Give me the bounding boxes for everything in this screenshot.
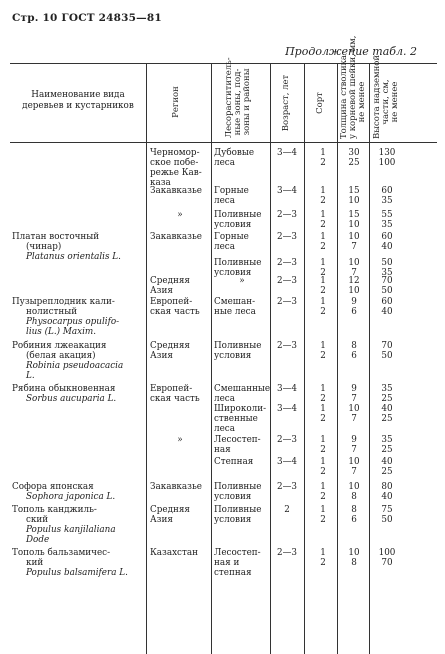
height (371, 186, 403, 206)
sort (309, 404, 337, 424)
thickness-line: 8 (351, 558, 357, 568)
sort (309, 548, 337, 568)
height (371, 148, 403, 168)
sort (309, 210, 337, 230)
species-name-line: Тополь канджиль- (12, 505, 97, 515)
zone-line: условия (214, 492, 252, 502)
thickness-line: 25 (348, 158, 360, 168)
thickness-line: 7 (351, 242, 357, 252)
age: 3—4 (277, 404, 297, 414)
zone-line: Поливные (214, 505, 262, 515)
region-line: » (177, 210, 183, 220)
height-line: 35 (381, 435, 393, 445)
species-name-line: Populus kanjilaliana (26, 525, 116, 535)
region (150, 186, 210, 196)
zone (214, 276, 270, 286)
region-line: Средняя (150, 276, 190, 286)
sort-line: 1 (320, 482, 326, 492)
height (371, 210, 403, 230)
height-line: 50 (381, 258, 393, 268)
column-divider (270, 63, 271, 654)
region-line: Закавказье (150, 186, 202, 196)
zone (214, 404, 270, 434)
sort-line: 2 (320, 220, 326, 230)
column-divider (146, 63, 147, 654)
sort (309, 297, 337, 317)
height (371, 341, 403, 361)
species-name-line: Платан восточный (12, 232, 100, 242)
height (371, 297, 403, 317)
zone-line: Поливные (214, 482, 262, 492)
height-line: 70 (381, 558, 393, 568)
height (371, 232, 403, 252)
region-line: каза (150, 178, 171, 188)
species-name-line: Physocarpus opulifo- (26, 317, 120, 327)
sort-line: 2 (320, 558, 326, 568)
sort-line: 1 (320, 341, 326, 351)
zone-line: Дубовые (214, 148, 255, 158)
sort-line: 1 (320, 148, 326, 158)
zone (214, 457, 270, 467)
zone-line: Горные (214, 232, 249, 242)
thickness (339, 435, 369, 455)
species-name (12, 232, 144, 262)
page-header (12, 12, 162, 24)
height (371, 505, 403, 525)
age: 2—3 (277, 276, 297, 286)
region (150, 232, 210, 242)
age: 2—3 (277, 548, 297, 558)
thickness-line: 7 (351, 467, 357, 477)
species-name-line: Тополь бальзамичес- (12, 548, 111, 558)
sort-line: 1 (320, 404, 326, 414)
thickness-line: 15 (348, 210, 360, 220)
region-line: Азия (150, 351, 173, 361)
age: 3—4 (277, 186, 297, 196)
sort (309, 186, 337, 206)
age: 2—3 (277, 297, 297, 307)
thickness (339, 276, 369, 296)
species-name-line: кий (26, 558, 44, 568)
sort-line: 1 (320, 457, 326, 467)
sort-line: 2 (320, 158, 326, 168)
sort-line: 1 (320, 505, 326, 515)
thickness (339, 482, 369, 502)
thickness-line: 10 (348, 548, 360, 558)
zone-line: Смешанные (214, 384, 271, 394)
height-line: 55 (381, 210, 393, 220)
species-name-line: Robinia pseudoacacia (26, 361, 124, 371)
height-line: 25 (381, 467, 393, 477)
zone-line: леса (214, 242, 235, 252)
zone (214, 548, 270, 578)
height (371, 482, 403, 502)
sort (309, 341, 337, 361)
thickness (339, 258, 369, 278)
sort-line: 2 (320, 242, 326, 252)
height-line: 40 (381, 307, 393, 317)
region-line: Закавказье (150, 482, 202, 492)
height-line: 50 (381, 351, 393, 361)
age: 2—3 (277, 435, 297, 445)
height (371, 457, 403, 477)
region-line: Средняя (150, 505, 190, 515)
sort-line: 1 (320, 297, 326, 307)
species-name-line: lius (L.) Maxim. (26, 327, 97, 337)
height-line: 25 (381, 394, 393, 404)
zone-line: ственные (214, 414, 258, 424)
sort-line: 1 (320, 210, 326, 220)
height-line: 60 (381, 232, 393, 242)
sort (309, 232, 337, 252)
region-line: » (177, 435, 183, 445)
column-divider (369, 63, 370, 654)
region-line: ская часть (150, 307, 200, 317)
thickness-line: 10 (348, 220, 360, 230)
age: 3—4 (277, 384, 297, 394)
thickness-line: 6 (351, 351, 357, 361)
thickness (339, 186, 369, 206)
zone-line: Лесостеп- (214, 435, 261, 445)
species-name (12, 341, 144, 381)
zone-line: леса (214, 394, 235, 404)
species-name-line: Dode (26, 535, 50, 545)
zone-line: » (239, 276, 245, 286)
sort-line: 2 (320, 414, 326, 424)
height-line: 25 (381, 414, 393, 424)
height (371, 276, 403, 296)
species-name-line: Пузыреплодник кали- (12, 297, 115, 307)
species-name-line: (белая акация) (26, 351, 96, 361)
height (371, 258, 403, 278)
zone (214, 186, 270, 206)
zone (214, 505, 270, 525)
region (150, 210, 210, 220)
thickness-line: 8 (351, 341, 357, 351)
sort-line: 1 (320, 258, 326, 268)
table-header-rule (10, 142, 437, 143)
sort-line: 2 (320, 467, 326, 477)
species-name-line: Рябина обыкновенная (12, 384, 116, 394)
zone-line: Лесостеп- (214, 548, 261, 558)
thickness (339, 548, 369, 568)
region-line: Средняя (150, 341, 190, 351)
thickness-line: 30 (348, 148, 360, 158)
species-name-line: (чинар) (26, 242, 62, 252)
species-name-line: Робиния лжеакация (12, 341, 107, 351)
height-line: 50 (381, 286, 393, 296)
zone-line: Смешан- (214, 297, 256, 307)
thickness-line: 10 (348, 482, 360, 492)
zone-line: условия (214, 515, 252, 525)
species-name-line: нолистный (26, 307, 78, 317)
species-name-line: Populus balsamifera L. (26, 568, 128, 578)
region-line: режье Кав- (150, 168, 202, 178)
column-header-height: Высота надземной части, см, не менее (372, 54, 400, 139)
zone-line: Горные (214, 186, 249, 196)
region (150, 297, 210, 317)
region (150, 482, 210, 492)
height-line: 25 (381, 445, 393, 455)
region-line: Закавказье (150, 232, 202, 242)
region (150, 505, 210, 525)
region (150, 548, 210, 558)
species-name-line: L. (26, 371, 35, 381)
sort-line: 2 (320, 307, 326, 317)
height-line: 70 (381, 276, 393, 286)
zone (214, 210, 270, 230)
thickness (339, 404, 369, 424)
height (371, 404, 403, 424)
species-name-line: Platanus orientalis L. (26, 252, 121, 262)
sort-line: 1 (320, 384, 326, 394)
species-name-line: Sorbus aucuparia L. (26, 394, 117, 404)
age: 2—3 (277, 210, 297, 220)
thickness (339, 384, 369, 404)
height-line: 40 (381, 492, 393, 502)
column-divider (211, 63, 212, 654)
zone-line: леса (214, 424, 235, 434)
thickness-line: 6 (351, 307, 357, 317)
sort-line: 2 (320, 492, 326, 502)
thickness (339, 210, 369, 230)
zone (214, 232, 270, 252)
zone-line: Широколи- (214, 404, 267, 414)
sort-line: 1 (320, 232, 326, 242)
thickness (339, 232, 369, 252)
thickness-line: 8 (351, 505, 357, 515)
height (371, 548, 403, 568)
height (371, 435, 403, 455)
zone (214, 297, 270, 317)
species-name (12, 384, 144, 404)
table-continuation-caption: Продолжение табл. 2 (285, 45, 417, 58)
sort (309, 505, 337, 525)
sort-line: 1 (320, 435, 326, 445)
age: 3—4 (277, 148, 297, 158)
zone-line: условия (214, 351, 252, 361)
region (150, 384, 210, 404)
height-line: 35 (381, 220, 393, 230)
zone (214, 148, 270, 168)
region-line: Азия (150, 286, 173, 296)
region (150, 341, 210, 361)
thickness-line: 9 (351, 384, 357, 394)
zone-line: Степная (214, 457, 254, 467)
height-line: 60 (381, 297, 393, 307)
sort-line: 2 (320, 196, 326, 206)
height (371, 384, 403, 404)
zone (214, 258, 270, 278)
height-line: 35 (381, 196, 393, 206)
thickness-line: 10 (348, 196, 360, 206)
sort-line: 2 (320, 268, 326, 278)
thickness-line: 7 (351, 394, 357, 404)
page-number: 10 (42, 12, 58, 24)
column-header-region: Регион (171, 86, 181, 118)
thickness-line: 7 (351, 414, 357, 424)
height-line: 50 (381, 515, 393, 525)
age: 2—3 (277, 341, 297, 351)
region (150, 435, 210, 445)
sort-line: 1 (320, 276, 326, 286)
thickness (339, 341, 369, 361)
height-line: 60 (381, 186, 393, 196)
zone-line: леса (214, 158, 235, 168)
thickness-line: 10 (348, 286, 360, 296)
zone-line: Поливные (214, 258, 262, 268)
zone-line: Поливные (214, 341, 262, 351)
zone (214, 435, 270, 455)
thickness-line: 7 (351, 268, 357, 278)
document-code: ГОСТ 24835—81 (61, 12, 162, 24)
thickness-line: 10 (348, 457, 360, 467)
height-line: 80 (381, 482, 393, 492)
region-line: ская часть (150, 394, 200, 404)
height-line: 40 (381, 404, 393, 414)
thickness (339, 457, 369, 477)
thickness (339, 505, 369, 525)
thickness-line: 6 (351, 515, 357, 525)
thickness-line: 9 (351, 435, 357, 445)
zone (214, 341, 270, 361)
thickness-line: 10 (348, 232, 360, 242)
height-line: 70 (381, 341, 393, 351)
thickness-line: 9 (351, 297, 357, 307)
column-header-age: Возраст, лет (281, 74, 291, 132)
height-line: 35 (381, 268, 393, 278)
age: 2—3 (277, 482, 297, 492)
page-prefix: Стр. (12, 12, 39, 24)
species-name-line: Sophora japonica L. (26, 492, 116, 502)
sort-line: 1 (320, 548, 326, 558)
sort-line: 2 (320, 394, 326, 404)
species-name (12, 505, 144, 545)
thickness-line: 15 (348, 186, 360, 196)
sort-line: 2 (320, 286, 326, 296)
species-name (12, 297, 144, 337)
height-line: 130 (378, 148, 396, 158)
region-line: Казахстан (150, 548, 198, 558)
region-line: Черномор- (150, 148, 200, 158)
thickness-line: 8 (351, 492, 357, 502)
sort (309, 276, 337, 296)
zone-line: условия (214, 268, 252, 278)
height-line: 100 (378, 158, 396, 168)
region-line: Европей- (150, 297, 193, 307)
sort (309, 435, 337, 455)
region (150, 276, 210, 296)
age: 2 (284, 505, 290, 515)
thickness-line: 7 (351, 445, 357, 455)
sort-line: 2 (320, 515, 326, 525)
sort (309, 482, 337, 502)
zone-line: условия (214, 220, 252, 230)
sort-line: 1 (320, 186, 326, 196)
height-line: 35 (381, 384, 393, 394)
column-divider (337, 63, 338, 654)
age: 2—3 (277, 258, 297, 268)
zone-line: степная (214, 568, 252, 578)
region-line: ское побе- (150, 158, 199, 168)
height-line: 75 (381, 505, 393, 515)
zone-line: леса (214, 196, 235, 206)
sort (309, 457, 337, 477)
thickness-line: 10 (348, 404, 360, 414)
height-line: 40 (381, 242, 393, 252)
thickness (339, 297, 369, 317)
age: 3—4 (277, 457, 297, 467)
column-divider (304, 63, 305, 654)
column-header-sort: Сорт (315, 92, 325, 114)
column-header-thickness: Толщина стволика у корневой шейки, мм, не менее (339, 35, 367, 139)
sort-line: 2 (320, 351, 326, 361)
sort-line: 2 (320, 445, 326, 455)
thickness-line: 10 (348, 258, 360, 268)
species-name-line: ский (26, 515, 49, 525)
zone (214, 482, 270, 502)
species-name-line: Софора японская (12, 482, 94, 492)
thickness (339, 148, 369, 168)
height-line: 100 (378, 548, 396, 558)
zone-line: ная (214, 445, 231, 455)
region-line: Европей- (150, 384, 193, 394)
column-header-zone: Лесорастититель- ные зоны, под- зоны и районы (224, 57, 252, 138)
sort (309, 384, 337, 404)
height-line: 40 (381, 457, 393, 467)
region-line: Азия (150, 515, 173, 525)
species-name (12, 548, 144, 578)
sort (309, 258, 337, 278)
zone-line: ная и (214, 558, 240, 568)
zone-line: Поливные (214, 210, 262, 220)
zone (214, 384, 270, 404)
age: 2—3 (277, 232, 297, 242)
sort (309, 148, 337, 168)
thickness-line: 12 (348, 276, 360, 286)
region (150, 148, 210, 188)
zone-line: ные леса (214, 307, 256, 317)
column-header-name: Наименование вида деревьев и кустарников (22, 90, 134, 111)
species-name (12, 482, 144, 502)
